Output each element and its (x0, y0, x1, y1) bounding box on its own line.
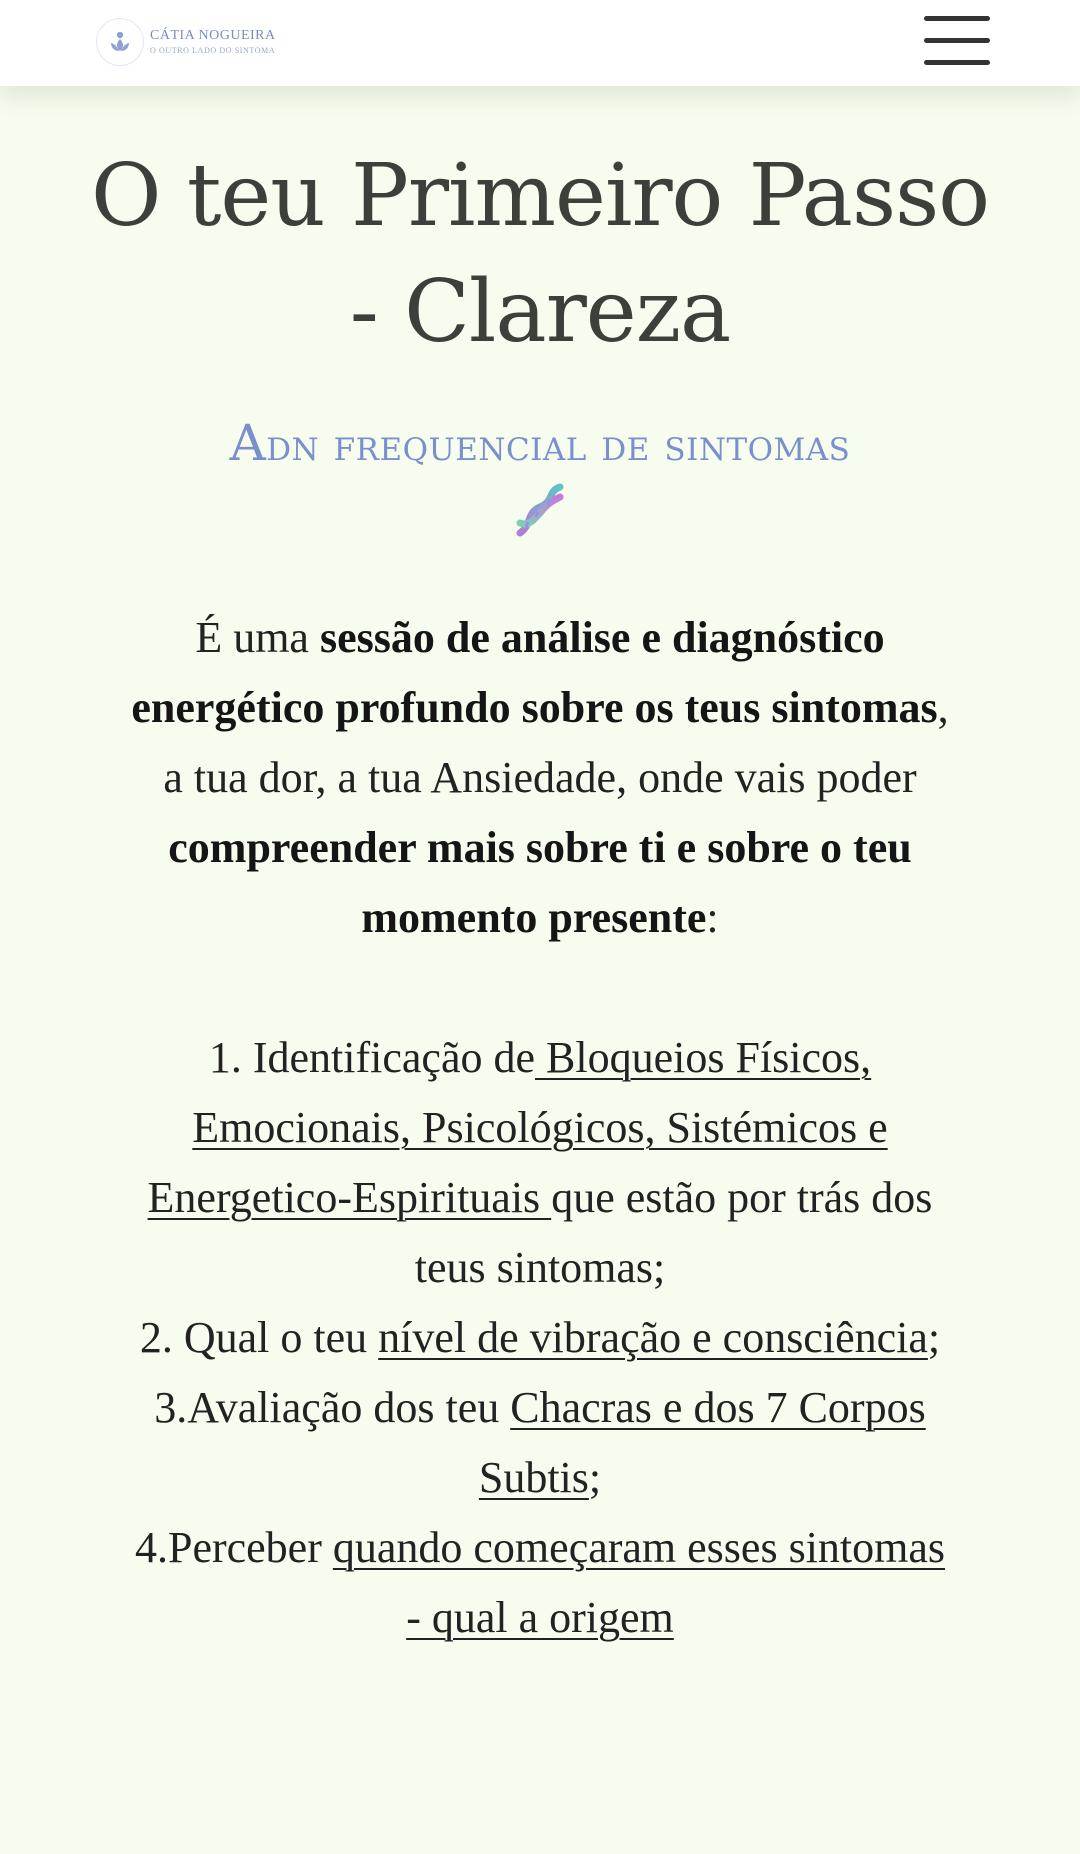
top-navbar (0, 0, 1080, 86)
list-item-link[interactable]: nível de vibração e consciência (378, 1313, 928, 1362)
intro-paragraph (130, 603, 950, 953)
benefits-list (130, 1023, 950, 1653)
list-item-suffix: ; (588, 1453, 602, 1502)
list-item (130, 1373, 950, 1513)
list-item-prefix: 3.Avaliação dos teu (154, 1383, 511, 1432)
intro-bold-1: sessão de análise e diagnóstico energético profundo sobre os teus sintomas (131, 613, 938, 732)
page-title: O teu Primeiro Passo - Clareza (91, 146, 989, 362)
list-item-link[interactable]: Chacras e dos 7 Corpos Subtis (478, 1383, 926, 1502)
intro-text-2: , a tua dor, a tua Ansiedade, onde vais poder (163, 683, 949, 802)
dna-emoji-icon (512, 483, 568, 539)
main-content (0, 86, 1080, 1653)
list-item-link[interactable]: Bloqueios Físicos, Emocionais, Psicológicos, Sistémicos e Energetico-Espirituais (147, 1033, 888, 1222)
list-item (130, 1513, 950, 1653)
list-item-prefix: 2. Qual o teu (139, 1313, 379, 1362)
list-item-prefix: 1. Identificação de (208, 1033, 535, 1082)
list-item (130, 1023, 950, 1303)
list-item-suffix: que estão por trás dos teus sintomas; (414, 1173, 933, 1292)
list-item (130, 1303, 950, 1373)
subtitle-text: dn frequencial de sintomas (266, 420, 851, 471)
logo-name: CÁTIA NOGUEIRA (150, 28, 276, 43)
lotus-logo-icon (96, 18, 144, 66)
list-item-prefix: 4.Perceber (134, 1523, 333, 1572)
subtitle-initial: A (229, 414, 267, 472)
hamburger-menu-button[interactable] (920, 14, 990, 70)
intro-bold-2: compreender mais sobre ti e sobre o teu momento presente (168, 823, 912, 942)
service-subtitle (90, 408, 990, 481)
list-item-suffix: ; (927, 1313, 941, 1362)
intro-text-3: : (706, 893, 719, 942)
site-logo[interactable] (96, 16, 276, 68)
list-item-link[interactable]: quando começaram esses sintomas - qual a origem (332, 1523, 946, 1642)
intro-text-1: É uma (195, 613, 320, 662)
logo-tagline: O OUTRO LADO DO SINTOMA (150, 46, 276, 55)
